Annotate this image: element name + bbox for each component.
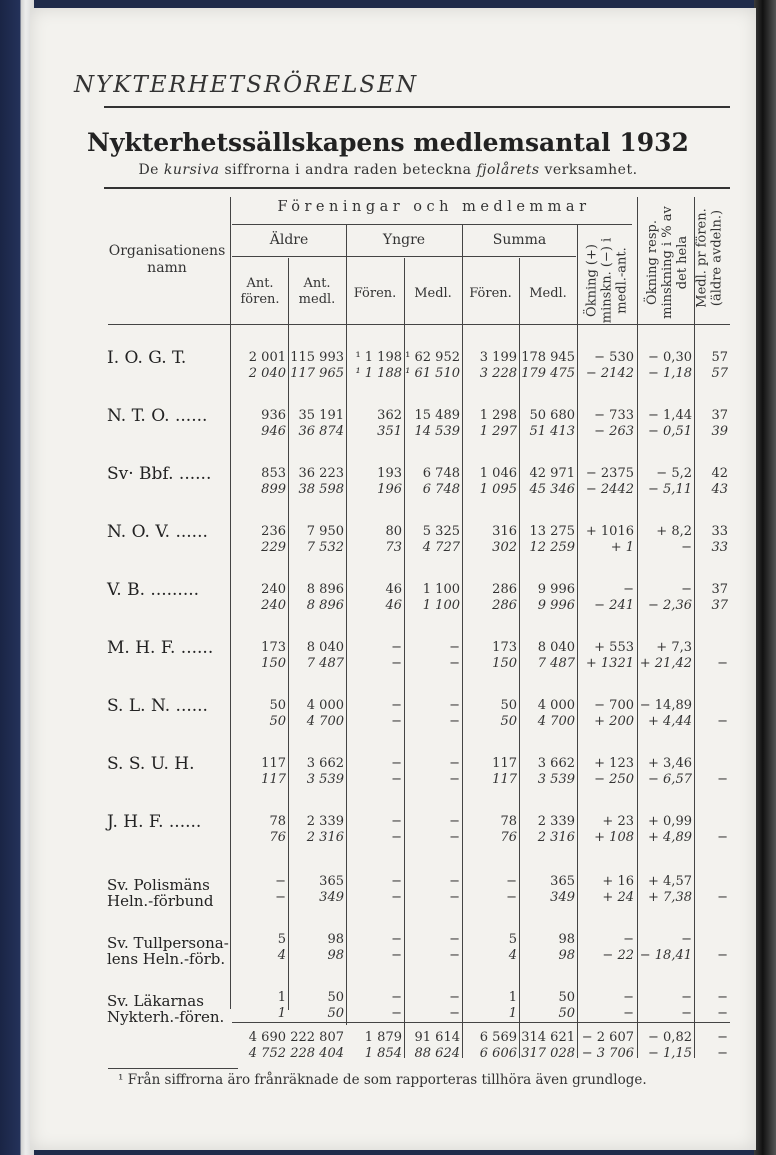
table-cell: 98 — [327, 932, 344, 947]
table-cell: − — [681, 582, 692, 597]
table-cell: − — [391, 948, 402, 963]
table-cell: − — [717, 948, 728, 963]
table-cell: − 241 — [594, 598, 634, 613]
header-okning-antal: Ökning (+) minskn. (−) i medl.-ant. — [584, 237, 630, 324]
table-cell: 193 — [377, 466, 402, 481]
table-cell: − — [449, 772, 460, 787]
table-cell: + 1016 — [585, 524, 634, 539]
table-cell: 1 298 — [479, 408, 517, 423]
table-cell: − 0,30 — [648, 350, 692, 365]
table-cell: 936 — [261, 408, 286, 423]
table-cell: 314 621 — [521, 1030, 575, 1045]
table-cell: 117 — [261, 756, 286, 771]
table-cell: − 1,44 — [648, 408, 692, 423]
page-title: Nykterhetssällskapens medlemsantal 1932 — [87, 128, 689, 157]
totals-rule — [232, 1022, 730, 1023]
table-cell: − — [623, 1006, 634, 1021]
grid-line — [232, 256, 576, 257]
table-cell: − 5,11 — [648, 482, 692, 497]
table-cell: 46 — [385, 582, 402, 597]
row-label: V. B. ......... — [107, 580, 200, 600]
table-cell: ¹ 1 188 — [355, 366, 402, 381]
table-cell: − — [449, 990, 460, 1005]
table-cell: − — [449, 698, 460, 713]
table-cell: − 733 — [594, 408, 634, 423]
table-cell: 57 — [711, 350, 728, 365]
table-cell: − — [391, 814, 402, 829]
table-cell: + 108 — [594, 830, 634, 845]
table-cell: 1 046 — [479, 466, 517, 481]
table-cell: + 4,89 — [648, 830, 692, 845]
table-cell: 240 — [261, 598, 286, 613]
table-cell: − 14,89 — [639, 698, 692, 713]
table-cell: + 200 — [594, 714, 634, 729]
table-cell: − — [717, 830, 728, 845]
table-cell: 8 040 — [537, 640, 575, 655]
table-cell: − — [391, 698, 402, 713]
table-cell: − — [717, 1030, 728, 1045]
table-cell: 236 — [261, 524, 286, 539]
row-label-line2: Nykterh.-fören. — [107, 1008, 225, 1026]
table-cell: 3 662 — [537, 756, 575, 771]
table-cell: − — [391, 756, 402, 771]
table-cell: − — [391, 830, 402, 845]
table-cell: ¹ 61 510 — [405, 366, 460, 381]
table-cell: − 1,15 — [648, 1046, 692, 1061]
grid-line — [577, 225, 578, 1058]
footnote: ¹ Från siffrorna äro frånräknade de som rapporteras tillhöra även grundloge. — [118, 1072, 647, 1088]
table-cell: 78 — [500, 814, 517, 829]
table-cell: 946 — [261, 424, 286, 439]
table-cell: − — [717, 656, 728, 671]
table-cell: 1 879 — [364, 1030, 402, 1045]
table-cell: − 0,51 — [648, 424, 692, 439]
table-cell: 50 — [269, 714, 286, 729]
table-cell: − — [717, 714, 728, 729]
table-cell: − 3 706 — [581, 1046, 634, 1061]
table-cell: − — [391, 874, 402, 889]
row-label: M. H. F. ...... — [107, 638, 214, 658]
table-cell: − — [449, 932, 460, 947]
grid-line — [230, 197, 231, 1009]
table-top-rule — [104, 187, 730, 189]
table-cell: 899 — [261, 482, 286, 497]
table-cell: − — [449, 714, 460, 729]
table-cell: − — [717, 890, 728, 905]
grid-line — [288, 258, 289, 1010]
header-medl-pr-foren: Medl. pr fören. (äldre avdeln.) — [694, 208, 725, 308]
table-cell: 37 — [711, 408, 728, 423]
table-cell: 33 — [711, 524, 728, 539]
head-rule — [104, 106, 730, 108]
table-cell: − — [623, 932, 634, 947]
table-cell: 1 — [508, 1006, 517, 1021]
table-cell: 286 — [492, 598, 517, 613]
table-cell: + 8,2 — [656, 524, 692, 539]
header-foren: Fören. — [353, 286, 397, 301]
table-cell: 3 662 — [306, 756, 344, 771]
table-cell: 2 339 — [306, 814, 344, 829]
table-cell: 229 — [261, 540, 286, 555]
table-cell: 179 475 — [521, 366, 575, 381]
row-label: S. S. U. H. — [107, 754, 195, 774]
table-cell: 1 297 — [479, 424, 517, 439]
table-cell: − — [391, 772, 402, 787]
header-okning-procent: Ökning resp. minskning i % av det hela — [645, 206, 690, 319]
grid-line — [346, 225, 347, 1025]
row-label: N. T. O. ...... — [107, 406, 208, 426]
table-cell: 178 945 — [521, 350, 575, 365]
table-cell: 302 — [492, 540, 517, 555]
table-cell: 6 748 — [422, 482, 460, 497]
table-cell: 150 — [261, 656, 286, 671]
table-cell: − 6,57 — [648, 772, 692, 787]
table-cell: 33 — [711, 540, 728, 555]
table-cell: 3 199 — [479, 350, 517, 365]
table-cell: + 16 — [602, 874, 634, 889]
table-cell: − — [391, 890, 402, 905]
table-cell: − — [681, 540, 692, 555]
table-cell: − — [717, 772, 728, 787]
table-cell: 4 700 — [537, 714, 575, 729]
table-cell: 1 854 — [364, 1046, 402, 1061]
table-cell: ¹ 1 198 — [355, 350, 402, 365]
header-aldre: Äldre — [269, 232, 309, 248]
header-group: Föreningar och medlemmar — [277, 199, 591, 215]
table-cell: 50 — [500, 714, 517, 729]
table-cell: − — [681, 1006, 692, 1021]
grid-line — [519, 258, 520, 1058]
header-foren-summa: Fören. — [469, 286, 512, 301]
table-cell: − 530 — [594, 350, 634, 365]
table-cell: 37 — [711, 598, 728, 613]
row-label-line2: Heln.-förbund — [107, 892, 214, 910]
table-cell: 98 — [558, 948, 575, 963]
table-cell: 8 896 — [306, 582, 344, 597]
table-cell: 13 275 — [529, 524, 575, 539]
table-cell: − — [391, 990, 402, 1005]
table-cell: 4 752 — [248, 1046, 286, 1061]
table-cell: − — [681, 990, 692, 1005]
table-cell: − — [506, 874, 517, 889]
table-cell: − — [449, 948, 460, 963]
table-cell: − 250 — [594, 772, 634, 787]
table-cell: 43 — [711, 482, 728, 497]
table-cell: 1 — [277, 990, 286, 1005]
table-cell: + 3,46 — [648, 756, 692, 771]
table-cell: 3 228 — [479, 366, 517, 381]
table-cell: − 22 — [602, 948, 634, 963]
table-cell: 73 — [385, 540, 402, 555]
table-cell: + 0,99 — [648, 814, 692, 829]
table-cell: 222 807 — [290, 1030, 344, 1045]
table-cell: 39 — [711, 424, 728, 439]
table-cell: − — [391, 656, 402, 671]
table-cell: 5 325 — [422, 524, 460, 539]
table-cell: 6 606 — [479, 1046, 517, 1061]
table-cell: − 5,2 — [656, 466, 692, 481]
table-cell: 15 489 — [414, 408, 460, 423]
row-label: Sv. Läkarnas — [107, 992, 204, 1010]
table-cell: 98 — [558, 932, 575, 947]
table-cell: 228 404 — [290, 1046, 344, 1061]
table-cell: 7 532 — [306, 540, 344, 555]
table-cell: − 2 607 — [581, 1030, 634, 1045]
table-cell: 362 — [377, 408, 402, 423]
row-label: N. O. V. ...... — [107, 522, 208, 542]
header-summa: Summa — [492, 232, 547, 248]
table-cell: − — [623, 990, 634, 1005]
table-cell: 12 259 — [529, 540, 575, 555]
table-cell: 42 971 — [529, 466, 575, 481]
table-cell: 76 — [500, 830, 517, 845]
table-cell: − — [717, 1006, 728, 1021]
table-cell: − 700 — [594, 698, 634, 713]
table-cell: 46 — [385, 598, 402, 613]
table-cell: − 2442 — [585, 482, 634, 497]
table-cell: − — [449, 830, 460, 845]
table-cell: 1 — [508, 990, 517, 1005]
table-cell: 286 — [492, 582, 517, 597]
table-cell: − — [449, 656, 460, 671]
table-cell: 1 100 — [422, 598, 460, 613]
table-cell: 50 — [558, 990, 575, 1005]
table-cell: + 553 — [594, 640, 634, 655]
table-cell: 2 316 — [537, 830, 575, 845]
table-cell: 2 040 — [248, 366, 286, 381]
grid-line — [694, 197, 695, 1058]
table-cell: 316 — [492, 524, 517, 539]
table-cell: 1 100 — [422, 582, 460, 597]
table-cell: − — [391, 714, 402, 729]
table-cell: − 263 — [594, 424, 634, 439]
table-cell: 8 040 — [306, 640, 344, 655]
table-cell: 6 748 — [422, 466, 460, 481]
table-cell: + 23 — [602, 814, 634, 829]
table-cell: − — [506, 890, 517, 905]
table-cell: − — [623, 582, 634, 597]
row-label: S. L. N. ...... — [107, 696, 208, 716]
table-cell: − 1,18 — [648, 366, 692, 381]
table-cell: − — [449, 756, 460, 771]
table-cell: 2 316 — [306, 830, 344, 845]
table-cell: − — [275, 874, 286, 889]
table-cell: 3 539 — [537, 772, 575, 787]
table-cell: 36 874 — [298, 424, 344, 439]
table-cell: + 7,38 — [648, 890, 692, 905]
row-label: Sv· Bbf. ...... — [107, 464, 212, 484]
table-cell: 45 346 — [529, 482, 575, 497]
grid-line — [462, 225, 463, 1058]
table-cell: 351 — [377, 424, 402, 439]
row-label: I. O. G. T. — [107, 348, 187, 368]
header-yngre: Yngre — [382, 232, 426, 248]
table-cell: − — [275, 890, 286, 905]
table-cell: 50 — [558, 1006, 575, 1021]
table-cell: + 21,42 — [639, 656, 692, 671]
table-cell: 196 — [377, 482, 402, 497]
table-cell: 4 000 — [306, 698, 344, 713]
table-cell: − — [391, 1006, 402, 1021]
table-cell: 150 — [492, 656, 517, 671]
table-cell: − — [449, 1006, 460, 1021]
table-cell: 117 965 — [290, 366, 344, 381]
header-medl-summa: Medl. — [529, 286, 567, 301]
row-label: Sv. Polismäns — [107, 876, 210, 894]
table-cell: − — [717, 990, 728, 1005]
table-cell: − — [449, 874, 460, 889]
table-cell: 2 339 — [537, 814, 575, 829]
table-cell: − 18,41 — [639, 948, 692, 963]
header-ant-foren: Ant. fören. — [240, 276, 280, 307]
table-cell: 76 — [269, 830, 286, 845]
table-cell: 4 700 — [306, 714, 344, 729]
table-cell: 240 — [261, 582, 286, 597]
table-cell: 173 — [492, 640, 517, 655]
table-cell: 98 — [327, 948, 344, 963]
table-cell: 50 — [327, 990, 344, 1005]
table-cell: 4 000 — [537, 698, 575, 713]
table-cell: 173 — [261, 640, 286, 655]
grid-line — [232, 224, 632, 225]
table-cell: 349 — [550, 890, 575, 905]
table-cell: 365 — [550, 874, 575, 889]
table-cell: 80 — [385, 524, 402, 539]
table-cell: 51 413 — [529, 424, 575, 439]
footnote-rule — [108, 1068, 238, 1069]
table-cell: 5 — [277, 932, 286, 947]
table-cell: 50 — [327, 1006, 344, 1021]
table-cell: − — [449, 640, 460, 655]
table-cell: + 7,3 — [656, 640, 692, 655]
table-cell: 9 996 — [537, 598, 575, 613]
table-cell: 4 727 — [422, 540, 460, 555]
table-cell: 1 — [277, 1006, 286, 1021]
table-cell: 117 — [492, 756, 517, 771]
table-cell: 42 — [711, 466, 728, 481]
table-cell: 38 598 — [298, 482, 344, 497]
header-bottom-rule — [108, 324, 730, 325]
table-cell: − — [681, 932, 692, 947]
table-cell: 36 223 — [298, 466, 344, 481]
table-cell: + 4,57 — [648, 874, 692, 889]
table-cell: − — [717, 1046, 728, 1061]
row-label: Sv. Tullpersona- — [107, 934, 229, 952]
table-cell: 853 — [261, 466, 286, 481]
table-cell: 35 191 — [298, 408, 344, 423]
table-cell: ¹ 62 952 — [405, 350, 460, 365]
table-cell: 7 487 — [537, 656, 575, 671]
table-cell: − — [391, 932, 402, 947]
table-cell: 3 539 — [306, 772, 344, 787]
table-cell: 4 690 — [248, 1030, 286, 1045]
subtitle: De kursiva siffrorna i andra raden beteckna fjolårets verksamhet. — [138, 162, 638, 178]
row-label-line2: lens Heln.-förb. — [107, 950, 226, 968]
table-cell: 4 — [508, 948, 517, 963]
table-cell: 365 — [319, 874, 344, 889]
row-label: J. H. F. ...... — [107, 812, 202, 832]
table-cell: 349 — [319, 890, 344, 905]
header-organisation: Organisationens namn — [108, 243, 226, 276]
grid-line — [637, 197, 638, 1058]
table-cell: 14 539 — [414, 424, 460, 439]
table-cell: 88 624 — [414, 1046, 460, 1061]
running-head: NYKTERHETSRÖRELSEN — [74, 72, 419, 98]
table-cell: 6 569 — [479, 1030, 517, 1045]
table-cell: + 1321 — [585, 656, 634, 671]
table-cell: 7 950 — [306, 524, 344, 539]
table-cell: 50 680 — [529, 408, 575, 423]
table-cell: + 123 — [594, 756, 634, 771]
header-medl: Medl. — [414, 286, 452, 301]
header-ant-medl: Ant. medl. — [298, 276, 336, 307]
table-cell: 57 — [711, 366, 728, 381]
table-cell: − — [449, 890, 460, 905]
table-cell: + 24 — [602, 890, 634, 905]
table-cell: 50 — [500, 698, 517, 713]
table-cell: 5 — [508, 932, 517, 947]
table-cell: 91 614 — [414, 1030, 460, 1045]
table-cell: + 4,44 — [648, 714, 692, 729]
table-cell: − — [391, 640, 402, 655]
table-cell: − 0,82 — [648, 1030, 692, 1045]
table-cell: − — [449, 814, 460, 829]
table-cell: 115 993 — [290, 350, 344, 365]
table-cell: 317 028 — [521, 1046, 575, 1061]
table-cell: − 2,36 — [648, 598, 692, 613]
table-cell: 9 996 — [537, 582, 575, 597]
table-cell: 50 — [269, 698, 286, 713]
table-cell: − 2142 — [585, 366, 634, 381]
page — [30, 8, 756, 1150]
table-cell: 117 — [261, 772, 286, 787]
table-cell: 4 — [277, 948, 286, 963]
table-cell: − 2375 — [585, 466, 634, 481]
table-cell: 117 — [492, 772, 517, 787]
table-cell: 2 001 — [248, 350, 286, 365]
table-cell: 37 — [711, 582, 728, 597]
table-cell: 1 095 — [479, 482, 517, 497]
table-cell: 78 — [269, 814, 286, 829]
table-cell: 8 896 — [306, 598, 344, 613]
table-cell: + 1 — [610, 540, 634, 555]
table-cell: 7 487 — [306, 656, 344, 671]
